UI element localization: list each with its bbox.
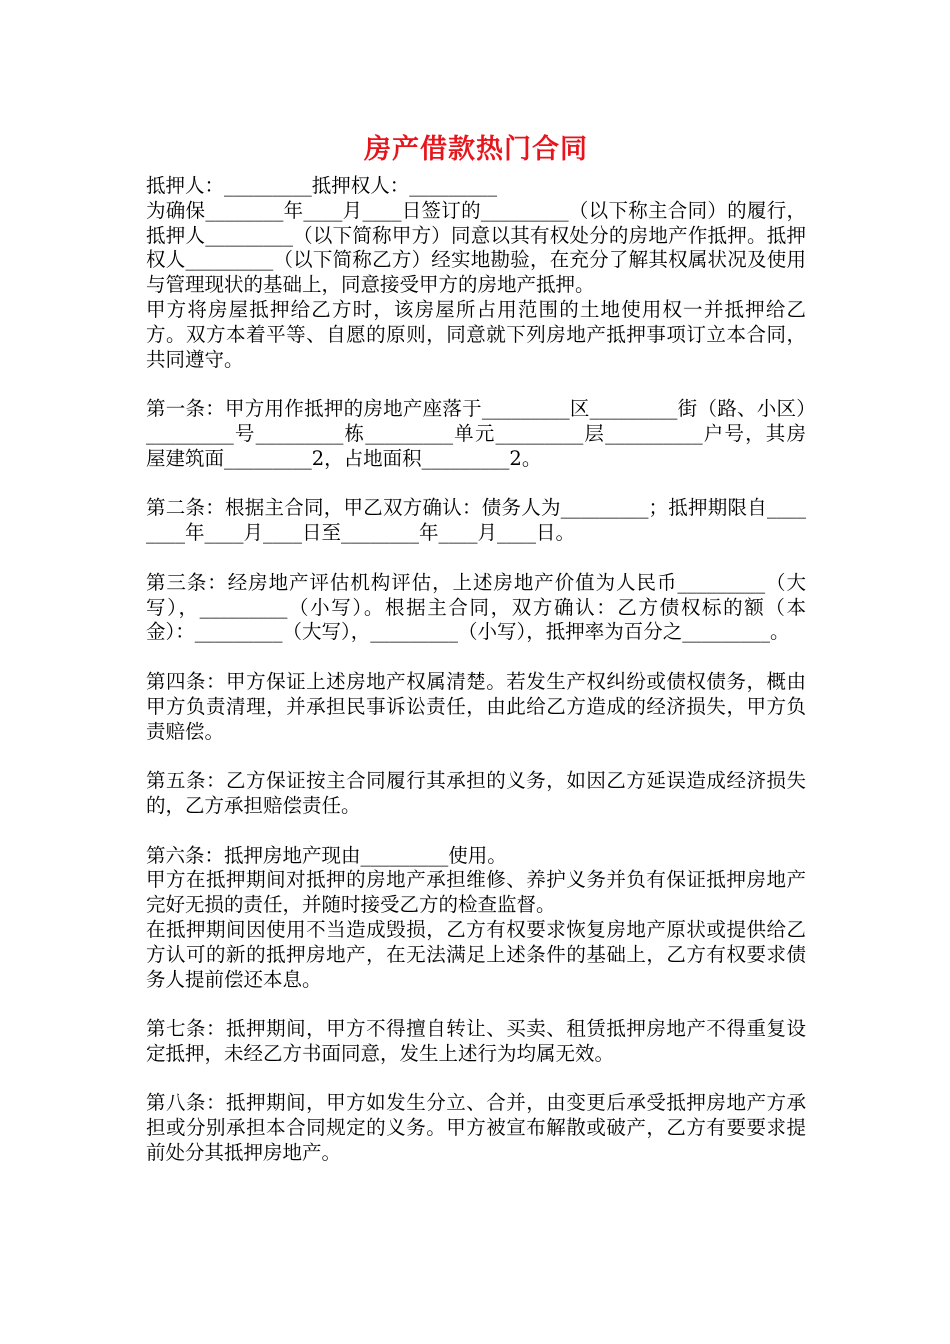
paragraph: 第二条：根据主合同，甲乙双方确认：债务人为_________；抵押期限自________年____月____日至________年____月____日。 (146, 496, 806, 545)
document-page (146, 128, 806, 1166)
paragraph-spacer (146, 992, 806, 1017)
paragraph-spacer (146, 645, 806, 670)
paragraph-spacer (146, 1067, 806, 1092)
paragraph-spacer (146, 819, 806, 844)
document-title: 房产借款热门合同 (364, 134, 588, 165)
paragraph: 在抵押期间因使用不当造成毁损，乙方有权要求恢复房地产原状或提供给乙方认可的新的抵押房地产，在无法满足上述条件的基础上，乙方有权要求债务人提前偿还本息。 (146, 917, 806, 991)
paragraph-spacer (146, 744, 806, 769)
paragraph: 第三条：经房地产评估机构评估，上述房地产价值为人民币_________（大写），_________（小写）。根据主合同，双方确认：乙方债权标的额（本金）：_________（大写），_________（小写），抵押率为百分之_________。 (146, 570, 806, 644)
paragraph: 第一条：甲方用作抵押的房地产座落于_________区_________街（路、小区）_________号_________栋_________单元_________层__________户号，其房屋建筑面_________2，占地面积_________2。 (146, 397, 806, 470)
paragraph-spacer (146, 472, 806, 497)
paragraph-spacer (146, 546, 806, 571)
paragraph: 第四条：甲方保证上述房地产权属清楚。若发生产权纠纷或债权债务，概由甲方负责清理，并承担民事诉讼责任，由此给乙方造成的经济损失，甲方负责赔偿。 (146, 669, 806, 743)
paragraph: 第六条：抵押房地产现由_________使用。 (146, 843, 507, 867)
paragraph: 为确保________年____月____日签订的_________（以下称主合同）的履行，抵押人_________（以下简称甲方）同意以其有权处分的房地产作抵押。抵押权人_________（以下简称乙方）经实地勘验，在充分了解其权属状况及使用与管理现状的基础上，同意接受甲方的房地产抵押。 (146, 198, 806, 297)
paragraph-spacer (146, 372, 806, 397)
paragraph: 第八条：抵押期间，甲方如发生分立、合并，由变更后承受抵押房地产方承担或分别承担本合同规定的义务。甲方被宣布解散或破产，乙方有要要求提前处分其抵押房地产。 (146, 1091, 806, 1165)
paragraph: 抵押人：_________抵押权人：_________ (146, 174, 498, 197)
paragraph: 第七条：抵押期间，甲方不得擅自转让、买卖、租赁抵押房地产不得重复设定抵押，未经乙方书面同意，发生上述行为均属无效。 (146, 1017, 806, 1065)
document-body (146, 174, 806, 1166)
paragraph: 第五条：乙方保证按主合同履行其承担的义务，如因乙方延误造成经济损失的，乙方承担赔偿责任。 (146, 769, 806, 817)
paragraph: 甲方在抵押期间对抵押的房地产承担维修、养护义务并负有保证抵押房地产完好无损的责任，并随时接受乙方的检查监督。 (146, 868, 806, 917)
paragraph: 甲方将房屋抵押给乙方时，该房屋所占用范围的土地使用权一并抵押给乙方。双方本着平等、自愿的原则，同意就下列房地产抵押事项订立本合同，共同遵守。 (146, 297, 806, 371)
